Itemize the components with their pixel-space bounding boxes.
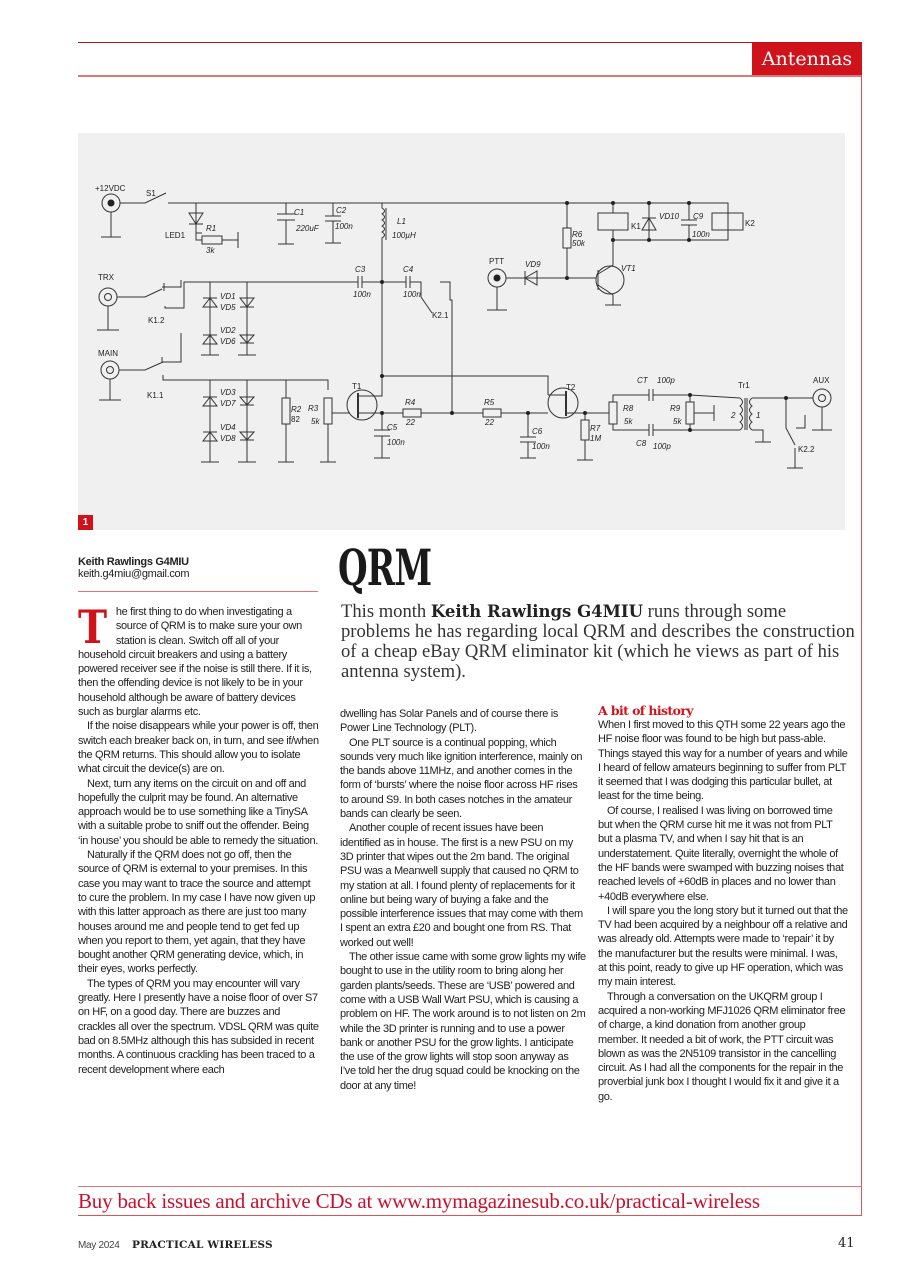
component-label: 220uF bbox=[296, 224, 319, 233]
component-label: 100n bbox=[387, 438, 405, 447]
circuit-schematic bbox=[78, 133, 845, 530]
subheading: A bit of history bbox=[598, 703, 693, 718]
component-label: K2.2 bbox=[798, 445, 815, 454]
component-label: R3 bbox=[308, 404, 319, 413]
component-label: 100n bbox=[532, 442, 550, 451]
component-label: 1 bbox=[756, 411, 761, 420]
paragraph: Another couple of recent issues have been identified as in house. The first is a new PSU on my 3D printer that wipes out the 2m band. The original PSU was a Meanwell supply that caused no QRM to my station at all. I found plenty of replacements for it online but being wary of buying a fake and the possible interference issues that may come with them I spent an extra £20 and bought one from RS. That worked out well! bbox=[340, 822, 583, 949]
paragraph: dwelling has Solar Panels and of course there is Power Line Technology (PLT). bbox=[340, 708, 559, 735]
paragraph: he first thing to do when investigating a source of QRM is to make sure your own station is clean. Switch off all of your household circuit breakers and using a battery powered receiver see if the noise is still there. If it is, then the offending device is not likely to be in your household although be aware of battery devices such as burglar alarms etc. bbox=[78, 606, 312, 719]
component-label: 100µH bbox=[392, 231, 416, 240]
component-label: K2 bbox=[745, 219, 755, 228]
page-edge-rule bbox=[861, 75, 862, 1215]
component-label: 5k bbox=[311, 417, 320, 426]
paragraph: One PLT source is a continual popping, which sounds very much like ignition interference, mainly on the bands above 11MHz, and another comes in the form of ‘bursts’ where the noise floor across HF rises to around S9. In both cases notches in the amateur bands can clearly be seen. bbox=[340, 736, 583, 821]
component-label: K1.1 bbox=[147, 391, 164, 400]
component-label: R7 bbox=[590, 424, 601, 433]
component-label: C5 bbox=[387, 423, 398, 432]
body-column-2 bbox=[340, 707, 586, 1093]
back-issues-promo[interactable]: Buy back issues and archive CDs at www.mymagazinesub.co.uk/practical-wireless bbox=[78, 1189, 760, 1213]
component-label: R4 bbox=[405, 398, 416, 407]
paragraph: If the noise disappears while your power is off, then switch each breaker back on, in turn, and see if/when the QRM returns. This should allow you to isolate what circuit the device(s) are on. bbox=[78, 720, 319, 776]
component-label: LED1 bbox=[165, 231, 186, 240]
component-label: VT1 bbox=[621, 264, 636, 273]
body-column-1 bbox=[78, 600, 319, 1077]
promo-rule-top bbox=[78, 1186, 862, 1187]
footer-date: May 2024 bbox=[78, 1240, 120, 1251]
drop-cap: T bbox=[78, 600, 107, 654]
component-label: VD10 bbox=[659, 212, 680, 221]
component-label: 100p bbox=[657, 376, 675, 385]
component-label: K2.1 bbox=[432, 311, 449, 320]
circuit-diagram-figure bbox=[78, 133, 845, 530]
component-label: C2 bbox=[336, 206, 347, 215]
component-label: VD5 bbox=[220, 303, 236, 312]
component-label: K1.2 bbox=[148, 316, 165, 325]
component-label: PTT bbox=[489, 257, 505, 266]
component-label: MAIN bbox=[98, 349, 118, 358]
component-label: TRX bbox=[98, 273, 114, 282]
paragraph: The types of QRM you may encounter will vary greatly. Here I presently have a noise floor of over S7 on HF, on a good day. There are buzzes and crackles all over the spectrum. VDSL QRM was quite bad on 8.5MHz although this has subsided in recent months. A continuous crackling has been traced to a recent development where each bbox=[78, 977, 319, 1076]
component-label: R9 bbox=[670, 404, 681, 413]
section-tab: Antennas bbox=[752, 43, 862, 75]
paragraph: Next, turn any items on the circuit on and off and hopefully the culprit may be found. An alternative approach would be to use something like a TinySA with a suitable probe to sniff out the offender. Being ‘in house’ you should be able to remedy the situation. bbox=[78, 777, 318, 847]
component-label: +12VDC bbox=[95, 184, 126, 193]
component-label: VD8 bbox=[220, 434, 236, 443]
component-label: 1M bbox=[590, 434, 602, 443]
component-label: C6 bbox=[532, 427, 543, 436]
component-label: CT bbox=[637, 376, 648, 385]
component-label: 3k bbox=[206, 246, 215, 255]
component-label: VD9 bbox=[525, 260, 541, 269]
component-label: VD1 bbox=[220, 292, 236, 301]
body-column-3 bbox=[598, 703, 848, 1104]
component-label: 100n bbox=[335, 222, 353, 231]
component-label: 100n bbox=[403, 290, 421, 299]
figure-number-badge: 1 bbox=[78, 515, 93, 530]
component-label: C8 bbox=[636, 439, 647, 448]
paragraph: Naturally if the QRM does not go off, then the source of QRM is external to your premises. In this case you may want to trace the source and attempt to cure the problem. In my case I have now given up with this latter approach as there are just too many houses around me and people tend to get fed up when you report to them, yet again, that they have bought another QRM generating device, which, in their eyes, works perfectly. bbox=[78, 849, 316, 976]
component-label: S1 bbox=[146, 189, 156, 198]
component-label: T2 bbox=[566, 383, 576, 392]
article-title: QRM bbox=[338, 538, 432, 597]
component-label: R8 bbox=[623, 404, 634, 413]
component-label: R1 bbox=[206, 224, 217, 233]
page-number: 41 bbox=[838, 1236, 855, 1251]
component-label: VD3 bbox=[220, 388, 236, 397]
footer-magazine-name: PRACTICAL WIRELESS bbox=[132, 1239, 273, 1251]
component-label: T1 bbox=[352, 382, 362, 391]
component-label: 5k bbox=[624, 417, 633, 426]
article-standfirst: This month Keith Rawlings G4MIU runs through some problems he has regarding local QRM and describes the construction of a cheap eBay QRM eliminator kit (which he views as part of his antenna system). bbox=[341, 601, 855, 682]
component-label: VD6 bbox=[220, 337, 236, 346]
author-email[interactable]: keith.g4miu@gmail.com bbox=[78, 568, 190, 580]
component-label: C1 bbox=[294, 208, 305, 217]
component-label: 100p bbox=[653, 442, 671, 451]
component-label: VD7 bbox=[220, 399, 236, 408]
component-label: R6 bbox=[572, 230, 583, 239]
component-label: VD2 bbox=[220, 326, 236, 335]
component-label: 22 bbox=[406, 418, 415, 427]
promo-rule-bottom bbox=[78, 1215, 862, 1216]
component-label: C3 bbox=[355, 265, 366, 274]
component-label: 50k bbox=[572, 239, 585, 248]
component-label: 82 bbox=[291, 415, 300, 424]
component-label: Tr1 bbox=[738, 381, 750, 390]
component-label: C4 bbox=[403, 265, 414, 274]
component-label: L1 bbox=[397, 217, 406, 226]
component-label: R2 bbox=[291, 405, 302, 414]
component-label: 100n bbox=[353, 290, 371, 299]
paragraph: Of course, I realised I was living on borrowed time but when the QRM curse hit me it was not from PLT but a plasma TV, and when I say hit that is an understatement. Quite literally, overnight the whole of the HF bands were swamped with buzzing noises that reached levels of +60dB in places and no lower than +40dB everywhere else. bbox=[598, 804, 844, 903]
byline-rule bbox=[78, 591, 318, 592]
component-label: 22 bbox=[485, 418, 494, 427]
paragraph: The other issue came with some grow lights my wife bought to use in the utility room to bring along her garden plants/seeds. These are ‘USB’ powered and come with a USB Wall Wart PSU, which is causing a problem on HF. The work around is to not listen on 2m while the 3D printer is running and to use a power bank or another PSU for the grow lights. I anticipate the use of the grow lights will stop soon anyway as I’ve told her the drug squad could be knocking on the door at any time! bbox=[340, 951, 586, 1092]
author-byline bbox=[78, 556, 318, 580]
component-label: 100n bbox=[692, 230, 710, 239]
component-label: K1 bbox=[631, 222, 641, 231]
component-label: 5k bbox=[673, 417, 682, 426]
author-name: Keith Rawlings G4MIU bbox=[78, 556, 189, 568]
header-rule bbox=[78, 42, 862, 43]
paragraph: When I first moved to this QTH some 22 years ago the HF noise floor was found to be high but pass-able. Things stayed this way for a number of years and while I heard of fellow amateurs beginning to suffer from PLT it seemed that I was dodging this particular bullet, at least for the time being. bbox=[598, 719, 848, 803]
component-label: R5 bbox=[484, 398, 495, 407]
paragraph: Through a conversation on the UKQRM group I acquired a non-working MFJ1026 QRM eliminator free of charge, a kind donation from another group member. It needed a bit of work, the PTT circuit was blown as was the 2N5109 transistor in the cancelling circuit. As I had all the components for the repair in the proverbial junk box I thought I would fix it and give it a go. bbox=[598, 990, 846, 1103]
component-label: AUX bbox=[813, 376, 830, 385]
component-label: VD4 bbox=[220, 423, 236, 432]
section-rule bbox=[78, 75, 862, 77]
component-label: C9 bbox=[693, 212, 704, 221]
component-label: 2 bbox=[731, 411, 736, 420]
paragraph: I will spare you the long story but it turned out that the TV had been acquired by a neighbour off a relative and was already old. Attempts were made to ‘repair’ it by the manufacturer but the results were minimal. I was, at this point, ready to give up HF operation, which was my main interest. bbox=[598, 904, 848, 989]
